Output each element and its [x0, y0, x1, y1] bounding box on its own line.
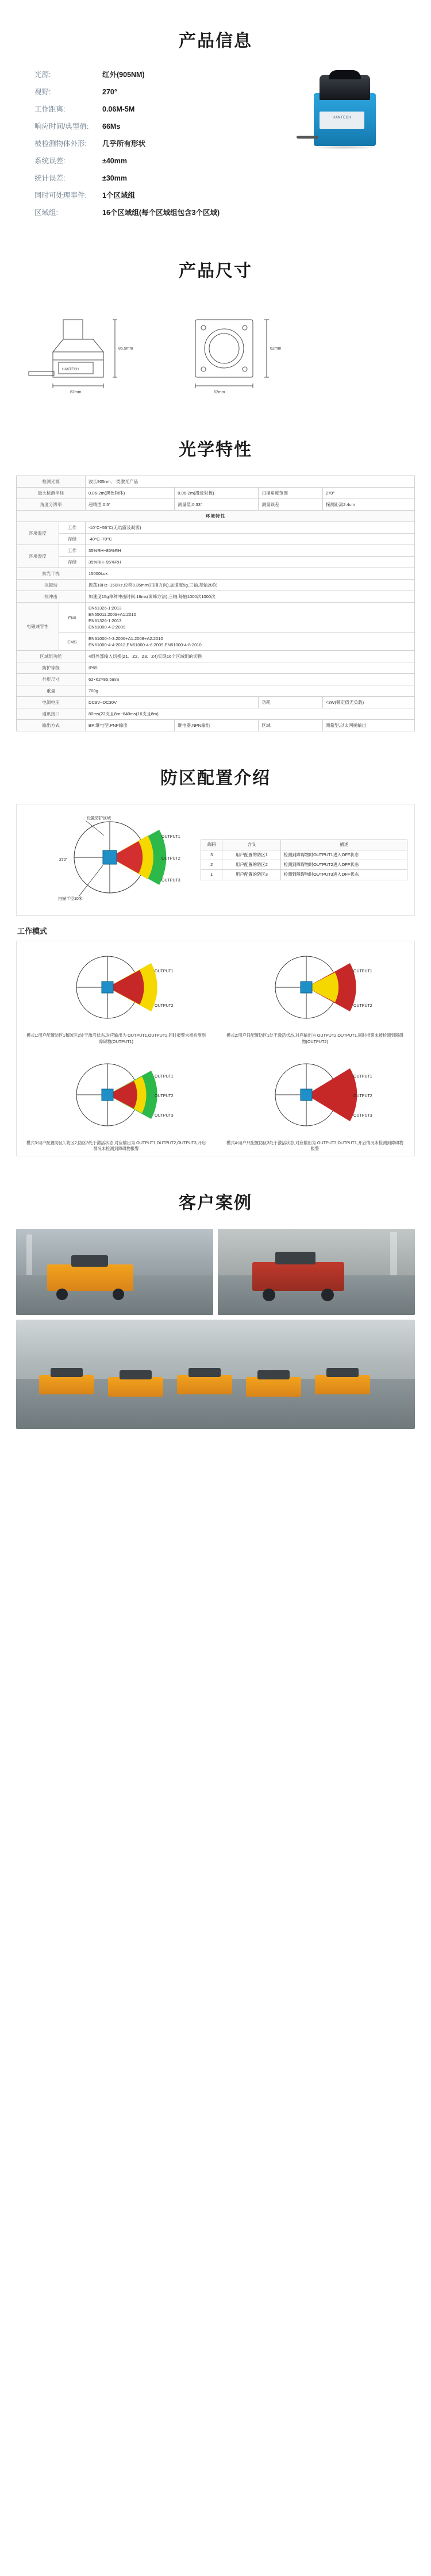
table-row — [17, 534, 415, 545]
mode4-output-3: OUTPUT3 — [353, 1113, 372, 1118]
mode3-output-1: OUTPUT1 — [155, 1074, 174, 1079]
row-cell: 振荡10Hz~150Hz,位移0.35mm(扫描方向),加速度5g,三轴,每轴20次 — [86, 580, 415, 591]
mode-caption-2: 模式2:用户只配置防区1处于激活状态,对应输出为 OUTPUT2,OUTPUT1,同时报警未被检测到障碍物(OUTPUT2) — [226, 1033, 403, 1044]
table-row — [201, 860, 407, 870]
spec-row — [34, 69, 290, 79]
row-head: 环境湿度 — [17, 545, 59, 568]
row-cell: IP65 — [86, 662, 415, 674]
table-row — [17, 685, 415, 697]
spec-value: ±30mm — [102, 174, 127, 182]
table-header-row — [201, 840, 407, 850]
agv-top — [51, 1368, 83, 1377]
table-row — [17, 591, 415, 603]
row-cell: 加速度15g单种冲击时间:16ms(离峰方法),三轴,每轴1000次1000次 — [86, 591, 415, 603]
row-head: 外形尺寸 — [17, 674, 86, 685]
dim-front-width-label: 62mm — [214, 390, 225, 394]
spec-row — [34, 190, 290, 200]
mode-diagram-2 — [219, 947, 411, 1028]
dims-brand-label: HANTECH — [62, 368, 79, 371]
case-photo-agv-orange — [16, 1229, 213, 1315]
mode-cell-3 — [17, 1049, 216, 1156]
section-title-dimensions: 产品尺寸 — [179, 262, 252, 281]
device-lens — [329, 70, 361, 79]
row-cell: 环境特性 — [17, 511, 415, 522]
row-head: 检测光源 — [17, 476, 86, 488]
agv-body — [39, 1375, 94, 1394]
row-cell: 继电器,NPN输出 — [175, 720, 259, 731]
spec-list — [34, 67, 290, 224]
row-head: 防护等级 — [17, 662, 86, 674]
spec-row — [34, 172, 290, 183]
table-row — [17, 708, 415, 720]
row-cell: 区域: — [259, 720, 322, 731]
row-subhead: 工作 — [59, 522, 86, 534]
zone-diagram-svg — [24, 812, 196, 904]
standard-line: EN61000-4-4:2012,EN61000-4-6:2009,EN61000-4-8:2010 — [88, 642, 202, 647]
spec-value: ±40mm — [102, 157, 127, 165]
row-head: 电源电压 — [17, 697, 86, 708]
cell-code: 1 — [201, 870, 222, 880]
mode-caption-1: 模式1:用户配置防区1和防区2处于激活状态,对应输出为 OUTPUT1,OUTPUT2,同时报警未被检测到障碍物(OUTPUT1) — [26, 1033, 206, 1044]
row-cell: 35%RH~85%RH — [86, 545, 415, 557]
table-row — [17, 488, 415, 499]
cases-block — [0, 1229, 431, 1456]
row-cell: 波长905nm,一类激光产品 — [86, 476, 415, 488]
agv-top — [257, 1370, 290, 1379]
agv-top — [326, 1368, 359, 1377]
table-row — [17, 651, 415, 662]
cell-code: 3 — [201, 850, 222, 860]
section-title-cases: 客户案例 — [179, 1194, 252, 1213]
spec-label: 区域组: — [34, 209, 58, 217]
standard-line: EN61326-1:2013 — [88, 618, 122, 623]
cell-desc: 检测到障碍物时OUTPUT3进入OFF状态 — [281, 870, 407, 880]
dim-front-height-label: 62mm — [270, 347, 282, 351]
row-head: 输出方式 — [17, 720, 86, 731]
table-row — [17, 580, 415, 591]
table-row — [17, 476, 415, 488]
table-row — [17, 522, 415, 534]
row-cell: 0.06-2m(黑色物体) — [86, 488, 175, 499]
optical-table — [16, 476, 415, 731]
row-head: 环境温度 — [17, 522, 59, 545]
table-row — [201, 870, 407, 880]
cell-code: 2 — [201, 860, 222, 870]
product-photo — [293, 67, 397, 153]
agv-body — [315, 1375, 370, 1394]
table-row-group-header — [17, 511, 415, 522]
spec-value: 几乎所有形状 — [102, 140, 146, 148]
row-cell — [86, 603, 415, 633]
col-header-meaning: 含义 — [222, 840, 281, 850]
agv-body — [246, 1377, 301, 1397]
col-header-desc: 描述 — [281, 840, 407, 850]
spec-label: 被检测物体外形: — [34, 140, 87, 148]
section-title-optical: 光学特性 — [179, 440, 252, 459]
standard-line: EN61000-4-3:2006+A1:2008+A2:2010 — [88, 636, 163, 641]
spec-row — [34, 103, 290, 114]
product-info-block — [0, 67, 431, 230]
table-row — [17, 568, 415, 580]
table-row — [17, 633, 415, 651]
spec-label: 统计误差: — [34, 174, 66, 182]
spec-label: 光源: — [34, 71, 51, 79]
zone-output-label-1: OUTPUT1 — [161, 835, 180, 839]
device-faceplate — [320, 112, 364, 129]
table-row — [17, 674, 415, 685]
row-head: 抗光干扰 — [17, 568, 86, 580]
agv-body — [252, 1262, 344, 1291]
agv-body — [47, 1264, 133, 1291]
col-header-code: 端码 — [201, 840, 222, 850]
row-subhead: EMI — [59, 603, 86, 633]
row-cell: 700g — [86, 685, 415, 697]
mode4-output-2: OUTPUT2 — [353, 1094, 372, 1098]
row-head: 通讯接口 — [17, 708, 86, 720]
modes-title: 工作模式 — [17, 927, 48, 936]
table-row — [201, 850, 407, 860]
standard-line: EN55011:2009+A1:2010 — [88, 612, 136, 617]
standard-line: EN61000-4-2:2009 — [88, 624, 126, 630]
mode-caption-3: 模式3:用户配置防区1,防区2,防区3处于激活状态,对应输出为 OUTPUT1,OUTPUT2,OUTPUT3,开启情况未检测到障碍物报警 — [26, 1140, 206, 1152]
spec-row — [34, 121, 290, 131]
spec-label: 系统误差: — [34, 157, 66, 165]
agv-top — [188, 1368, 221, 1377]
table-row — [17, 720, 415, 731]
mode2-output-1: OUTPUT1 — [353, 969, 372, 973]
table-row — [17, 662, 415, 674]
mode1-output-2: OUTPUT2 — [155, 1004, 174, 1008]
spec-row — [34, 138, 290, 148]
table-row — [17, 499, 415, 511]
background-pillar — [26, 1235, 32, 1275]
spec-label: 工作距离: — [34, 105, 66, 113]
modes-grid — [16, 941, 415, 1156]
spec-label: 同时可处理事件: — [34, 191, 87, 200]
mode-cell-4 — [216, 1049, 414, 1156]
spec-value: 0.06M-5M — [102, 105, 135, 113]
row-cell: 探测距离2.4cm — [322, 499, 414, 511]
row-head: 区域组功能 — [17, 651, 86, 662]
case-row — [16, 1320, 415, 1429]
row-cell: 超精型:0.5° — [86, 499, 175, 511]
row-head: 重量 — [17, 685, 86, 697]
row-cell: 270° — [322, 488, 414, 499]
table-row — [17, 603, 415, 633]
mode-diagram-1 — [20, 947, 212, 1028]
mode-diagram-3 — [20, 1055, 212, 1135]
spec-value: 红外(905NM) — [102, 71, 145, 79]
agv-body — [177, 1375, 232, 1394]
row-cell: DC9V~DC30V — [86, 697, 259, 708]
agv-top — [275, 1252, 315, 1264]
mode-cell-1 — [17, 941, 216, 1049]
cell-meaning: 用户配置的防区3 — [222, 870, 281, 880]
row-cell: 测量值:0.33° — [175, 499, 259, 511]
cell-desc: 检测到障碍物时OUTPUT2进入OFF状态 — [281, 860, 407, 870]
cell-desc: 检测到障碍物时OUTPUT1进入OFF状态 — [281, 850, 407, 860]
section-title-product-info: 产品信息 — [179, 32, 252, 51]
mode1-output-1: OUTPUT1 — [155, 969, 174, 973]
row-subhead: 工作 — [59, 545, 86, 557]
mode-caption-4: 模式4:用户只配置防区3处于激活状态,对应输出为 OUTPUT3,OUTPUT1,开启情况未检测到障碍物报警 — [226, 1140, 403, 1152]
zone-output-label-2: OUTPUT2 — [161, 857, 180, 861]
row-cell: 62×62×85.5mm — [86, 674, 415, 685]
zone-protect-caption: 设置防护区域 — [87, 816, 111, 821]
dim-side-height-label: 85.5mm — [118, 347, 133, 351]
device-cable — [297, 136, 318, 139]
zone-block — [0, 804, 431, 1162]
table-row — [17, 557, 415, 568]
row-head: 电磁兼容性 — [17, 603, 59, 651]
table-row — [17, 697, 415, 708]
row-cell: -40°C~70°C — [86, 534, 415, 545]
agv-top — [71, 1255, 108, 1267]
row-cell: 扫描角度范围 — [259, 488, 322, 499]
row-cell: 0.06-2m(漫反射板) — [175, 488, 259, 499]
background-pillar — [390, 1232, 397, 1275]
row-head: 角度分辨率 — [17, 499, 86, 511]
mode-cell-2 — [216, 941, 414, 1049]
row-cell: 80ms(22支且8m~640ms(16支且8m) — [86, 708, 415, 720]
row-cell: 功耗 — [259, 697, 322, 708]
device-brand-label: HANTECH — [332, 116, 352, 120]
dim-side-width-label: 62mm — [70, 390, 82, 394]
agv-top — [120, 1370, 152, 1379]
spec-value: 270° — [102, 88, 117, 96]
zone-scan-caption: 扫描半径10米 — [58, 897, 83, 901]
row-head: 最大检测半径 — [17, 488, 86, 499]
row-head: 抗冲击 — [17, 591, 86, 603]
spec-label: 响应时间/典型值: — [34, 122, 89, 131]
zone-angle-label: 270° — [59, 858, 68, 862]
row-subhead: 存储 — [59, 534, 86, 545]
case-photo-agv-red — [218, 1229, 415, 1315]
zone-output-label-3: OUTPUT3 — [161, 879, 180, 883]
row-subhead: 存储 — [59, 557, 86, 568]
zone-table — [201, 839, 407, 880]
mode3-output-2: OUTPUT2 — [155, 1094, 174, 1098]
mode2-output-2: OUTPUT2 — [353, 1004, 372, 1008]
spec-row — [34, 207, 290, 217]
row-cell: 35%RH~95%RH — [86, 557, 415, 568]
optical-table-block — [0, 476, 431, 737]
spec-value: 1个区域组 — [102, 191, 135, 200]
spec-row — [34, 86, 290, 97]
mode4-output-1: OUTPUT1 — [353, 1074, 372, 1079]
dimensions-block — [0, 297, 431, 409]
spec-value: 66Ms — [102, 122, 121, 131]
zone-diagram — [24, 812, 196, 907]
section-title-zone: 防区配置介绍 — [160, 769, 271, 788]
row-cell: BP:继电型,PNP输出 — [86, 720, 175, 731]
dimensions-drawing — [23, 297, 408, 397]
spec-row — [34, 155, 290, 166]
spec-label: 视野: — [34, 88, 51, 96]
row-cell: 测量误差 — [259, 499, 322, 511]
row-cell: 4组外部输入切换(Z1、Z2、Z3、Z4)实现16个区域组的切换 — [86, 651, 415, 662]
table-row — [17, 545, 415, 557]
agv-body — [108, 1377, 163, 1397]
zone-overview — [16, 804, 415, 916]
row-head: 抗振动 — [17, 580, 86, 591]
standard-line: EN61326-1:2013 — [88, 605, 122, 611]
case-row — [16, 1229, 415, 1315]
zone-table-holder — [196, 839, 407, 880]
cell-meaning: 用户配置的防区1 — [222, 850, 281, 860]
mode3-output-3: OUTPUT3 — [155, 1113, 174, 1118]
row-cell — [86, 633, 415, 651]
cell-meaning: 用户配置的防区2 — [222, 860, 281, 870]
row-cell: <3W(额定值无负载) — [322, 697, 414, 708]
row-cell: 测量型,以太网接输出 — [322, 720, 414, 731]
row-subhead: EMS — [59, 633, 86, 651]
spec-value: 16个区域组(每个区域组包含3个区域) — [102, 209, 220, 217]
case-photo-agv-fleet — [16, 1320, 415, 1429]
row-cell: 15000Lux — [86, 568, 415, 580]
mode-diagram-4 — [219, 1055, 411, 1135]
row-cell: -10°C~55°C(无结露及凝雾) — [86, 522, 415, 534]
